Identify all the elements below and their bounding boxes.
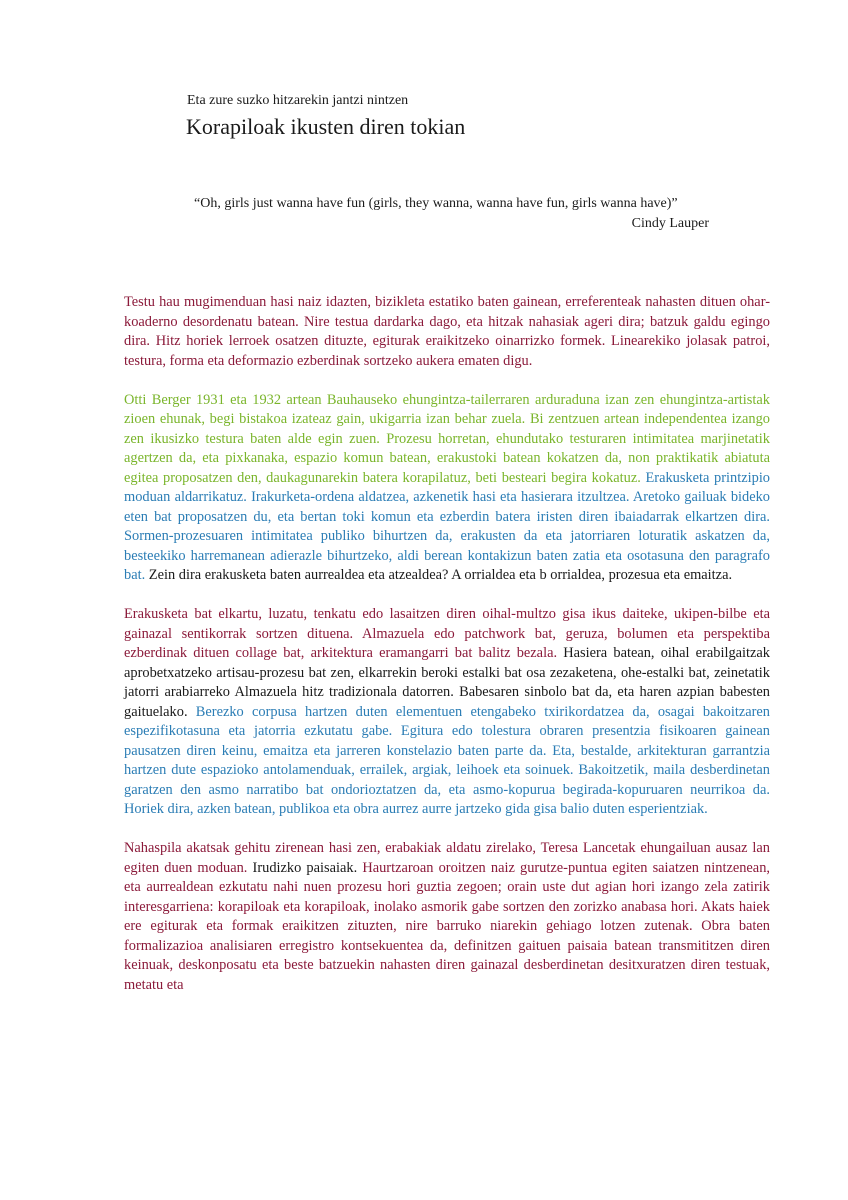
text-span: Erakusketa printzipio moduan aldarrikatuz. Irakurketa-ordena aldatzea, azkenetik hasi eta hasierara itzultzea. Aretoko gailuak bideko eten bat proposatzen du, eta bertan toki komun eta ezberdin batera iristen diren ibaiadarrak elkartzen dira. Sormen-prozesuaren intimitatea publiko bihurtzen da, erakusten da eta jatorriaren loturatik askatzen da, besteekiko harremanean adierazle bihurtzeko, aldi berean kontakizun baten zatia eta osotasuna den paragrafo bat.: [124, 469, 771, 583]
epigraph-author: Cindy Lauper: [631, 216, 709, 231]
text-span: Zein dira erakusketa baten aurrealdea eta atzealdea? A orrialdea eta b orrialdea, prozesua eta emaitza.: [145, 567, 733, 583]
text-span: Testu hau mugimenduan hasi naiz idazten, bizikleta estatiko baten gainean, erreferenteak nahasten dituen ohar-koaderno desordenatu batean. Nire testua dardarka dago, eta hitzak nahasiak ageri dira; batzuk galdu egingo dira. Hitz horiek lerroek osatzen dituzte, egiturak eraikitzeko oinarrizko formek. Linearekiko jolasak patroi, testura, forma eta deformazio ezberdinak sortzeko aukera ematen digu.: [124, 294, 770, 369]
text-span: Haurtzaroan oroitzen naiz gurutze-puntua egiten saiatzen nintzenean, eta aurrealdean ezkutatu nahi nuen prozesu hori guztia zegoen; orain uste dut agian hori izango zela zatirik interesgarriena: korapiloak eta korapiloak, inolako asmorik gabe sortzen den zorizko anabasa hori. Akats haiek ere egiturak eta formak eraikitzen zituzten, nire barruko niarekin gehiago lotzen zutenak. Obra baten formalizazioa analisiaren erregistro kontsekuentea da, definitzen gaituen paisaia batean transmititzen diren keinuak, deskonposatu eta beste batzuekin nahasten diren gainazal desberdinetan desitxuratzen diren testuak, metatu eta: [124, 859, 770, 993]
text-span: Hasiera batean, oihal erabilgaitzak aprobetxatzeko artisau-prozesu bat zen, elkarrekin beroki estalki bat osa zezaketena, ohe-estalki bat, zeinetatik jatorri arabiarreko Almazuela hitz tradizionala datorren. Babesaren sinbolo bat da, eta haren azpian babesten gaituelako.: [124, 645, 770, 720]
epigraph: [194, 194, 709, 234]
text-span: Erakusketa bat elkartu, luzatu, tenkatu edo lasaitzen diren oihal-multzo gisa ikus daiteke, ukipen-bilbe eta gainazal sentikorrak sortzen dituena. Almazuela edo patchwork bat, geruza, bolumen eta perspektiba ezberdinak dituen collage bat, arkitektura eramangarri bat balitz bezala.: [124, 606, 770, 661]
subtitle: Eta zure suzko hitzarekin jantzi nintzen: [187, 93, 409, 108]
body-text: [124, 293, 770, 1015]
text-span: Nahaspila akatsak gehitu zirenean hasi zen, erabakiak aldatu zirelako, Teresa Lancetak ehungailuan ausaz lan egiten duen moduan.: [124, 840, 770, 876]
paragraph-4: [124, 839, 770, 995]
page-title: Korapiloak ikusten diren tokian: [186, 114, 466, 139]
epigraph-quote: “Oh, girls just wanna have fun (girls, they wanna, wanna have fun, girls wanna have)”: [194, 196, 678, 211]
paragraph-1: [124, 293, 770, 371]
text-span: Irudizko paisaiak.: [247, 859, 358, 876]
paragraph-2: [124, 391, 770, 586]
text-span: Otti Berger 1931 eta 1932 artean Bauhauseko ehungintza-tailerraren arduraduna izan zen ehungintza-artistak zioen ehunak, begi bistakoa izateaz gain, ukigarria izan behar zuela. Bi zentzuen artean independentea izango zen ikusizko testura baten alde egin zuen. Prozesu horretan, ehundutako testuraren intimitatea marjinetatik agertzen da, eta pixkanaka, espazio komun batean, erakustoki batean kokatzen da, non praktikatik abiatuta egitea proposatzen den, daukagunarekin batera korapilatuz, beti besteari begira kokatuz.: [124, 391, 770, 486]
paragraph-3: [124, 605, 770, 820]
text-span: Berezko corpusa hartzen duten elementuen etengabeko txirikordatzea da, osagai bakoitzaren espezifikotasuna eta jatorria ezkutatu gabe. Egitura edo tolestura obraren presentzia fisikoaren gainean pausatzen diren keinu, emaitza eta jarreren konstelazio baten parte da. Eta, bestalde, arkitekturan garrantzia hartzen dute espazioko antolamenduak, errailek, argiak, leihoek eta soinuek. Bakoitzetik, maila desberdinetan garatzen den asmo narratibo bat ondorioztatzen da, eta asmo-kopurua begirada-kopuruaren neurrikoa da. Horiek dira, azken batean, publikoa eta obra aurrez aurre jartzeko gida gisa balio duten esperientziak.: [124, 703, 770, 817]
